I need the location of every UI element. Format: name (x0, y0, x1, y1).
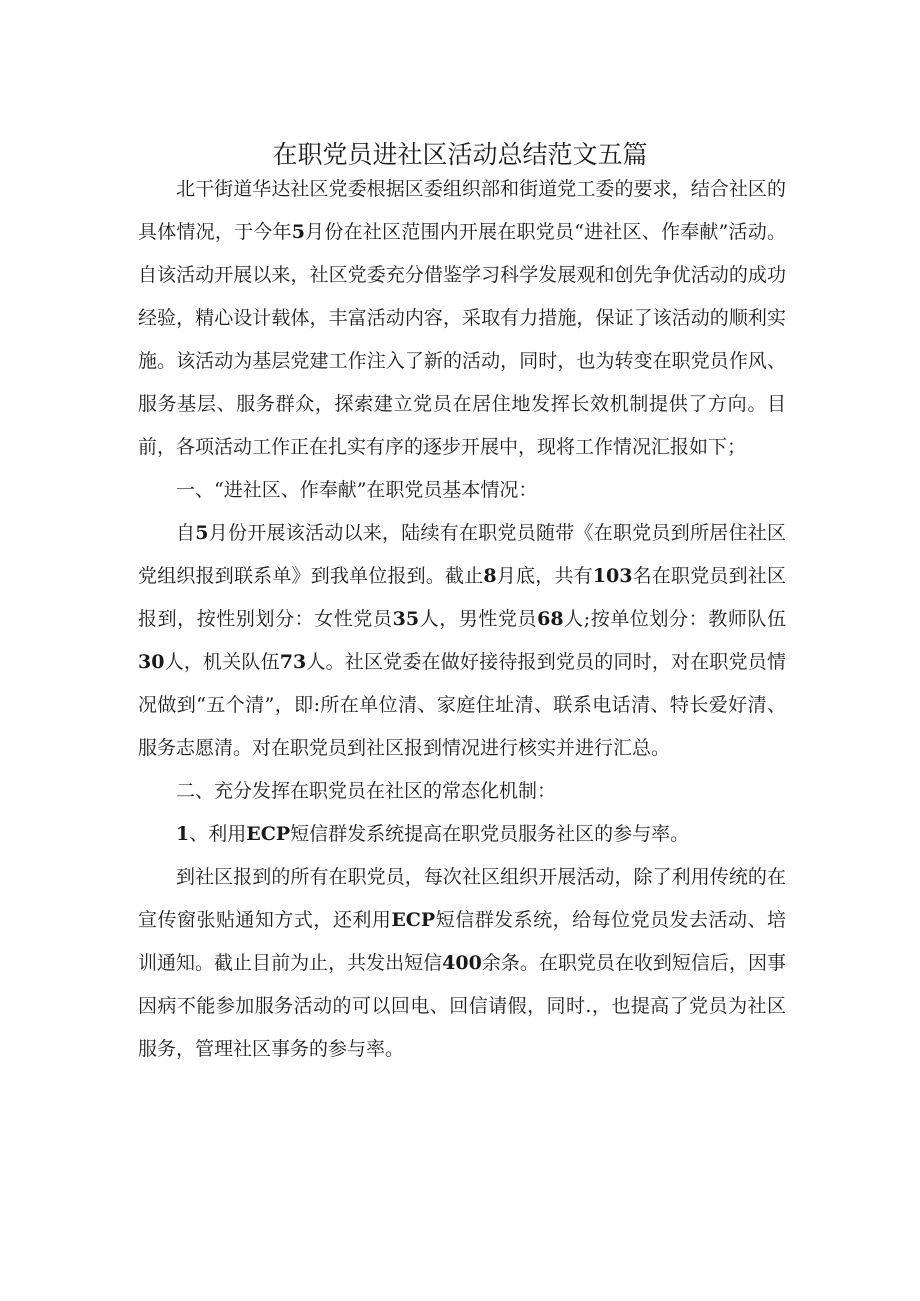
number-may: 5 (195, 522, 209, 544)
text-segment: 月底，共有 (496, 565, 593, 587)
text-segment: 人;按单位划分：教师队伍 (563, 608, 786, 630)
number-female: 35 (392, 608, 420, 630)
number-agencies: 73 (279, 651, 307, 673)
number-august: 8 (483, 565, 497, 587)
document-body (138, 168, 786, 1071)
number-may: 5 (291, 221, 305, 243)
text-segment: 月份在社区范围内开展在职党员“进社区、作奉献”活动。自该活动开展以来，社区党委充分借鉴学习科学发展观和创先争优活动的成功经验，精心设计载体，丰富活动内容，采取有力措施，保证了该活动的顺利实施。该活动为基层党建工作注入了新的活动，同时，也为转变在职党员作风、服务基层、服务群众，探索建立党员在居住地发挥长效机制提供了方向。目前，各项活动工作正在扎实有序的逐步开展中，现将工作情况汇报如下； (138, 221, 786, 458)
ecp-label: ECP (246, 823, 291, 845)
text-segment: 余条。在职党员在收到短信后，因事因病不能参加服务活动的可以回电、回信请假，同时.，也提高了党员为社区服务，管理社区事务的参与率。 (138, 952, 786, 1060)
number-total-members: 103 (592, 565, 633, 587)
text-segment: 短信群发系统提高在职党员服务社区的参与率。 (290, 823, 690, 845)
section-heading-one: 一、“进社区、作奉献”在职党员基本情况： (176, 479, 538, 501)
text-segment: 人。社区党委在做好接待报到党员的同时，对在职党员情况做到“五个清”，即:所在单位清、家庭住址清、联系电话清、特长爱好清、服务志愿清。对在职党员到社区报到情况进行核实并进行汇总。 (138, 651, 786, 759)
ecp-label: ECP (391, 909, 436, 931)
paragraph-intro (138, 168, 786, 469)
text-segment: 自 (176, 522, 196, 544)
number-male: 68 (537, 608, 564, 630)
text-segment: 、利用 (189, 823, 247, 845)
number-teachers: 30 (138, 651, 165, 673)
text-segment: 人，男性党员 (419, 608, 538, 630)
number-messages: 400 (442, 952, 482, 974)
subheading-ecp (138, 813, 786, 856)
text-segment: 短信群发系统，给每位党员发去活动、培训通知。截止目前为止，共发出短信 (138, 909, 786, 974)
text-segment: 到社区报到的所有在职党员，每次社区组织开展活动，除了利用传统的在宣传窗张贴通知方式，还利用 (138, 866, 786, 931)
section-heading-two: 二、充分发挥在职党员在社区的常态化机制： (176, 780, 557, 802)
paragraph-ecp-details (138, 856, 786, 1071)
paragraph-statistics (138, 512, 786, 770)
text-segment: 北干街道华达社区党委根据区委组织部和街道党工委的要求，结合社区的具体情况，于今年 (138, 178, 786, 243)
page-title: 在职党员进社区活动总结范文五篇 (272, 139, 648, 169)
text-segment: 月份开展该活动以来，陆续有在职党员随带《在职党员到所居住社区党组织报到联系单》到我单位报到。截止 (138, 522, 786, 587)
number-item: 1 (176, 823, 190, 845)
text-segment: 人，机关队伍 (164, 651, 280, 673)
text-segment: 名在职党员到社区报到，按性别划分：女性党员 (138, 565, 786, 630)
